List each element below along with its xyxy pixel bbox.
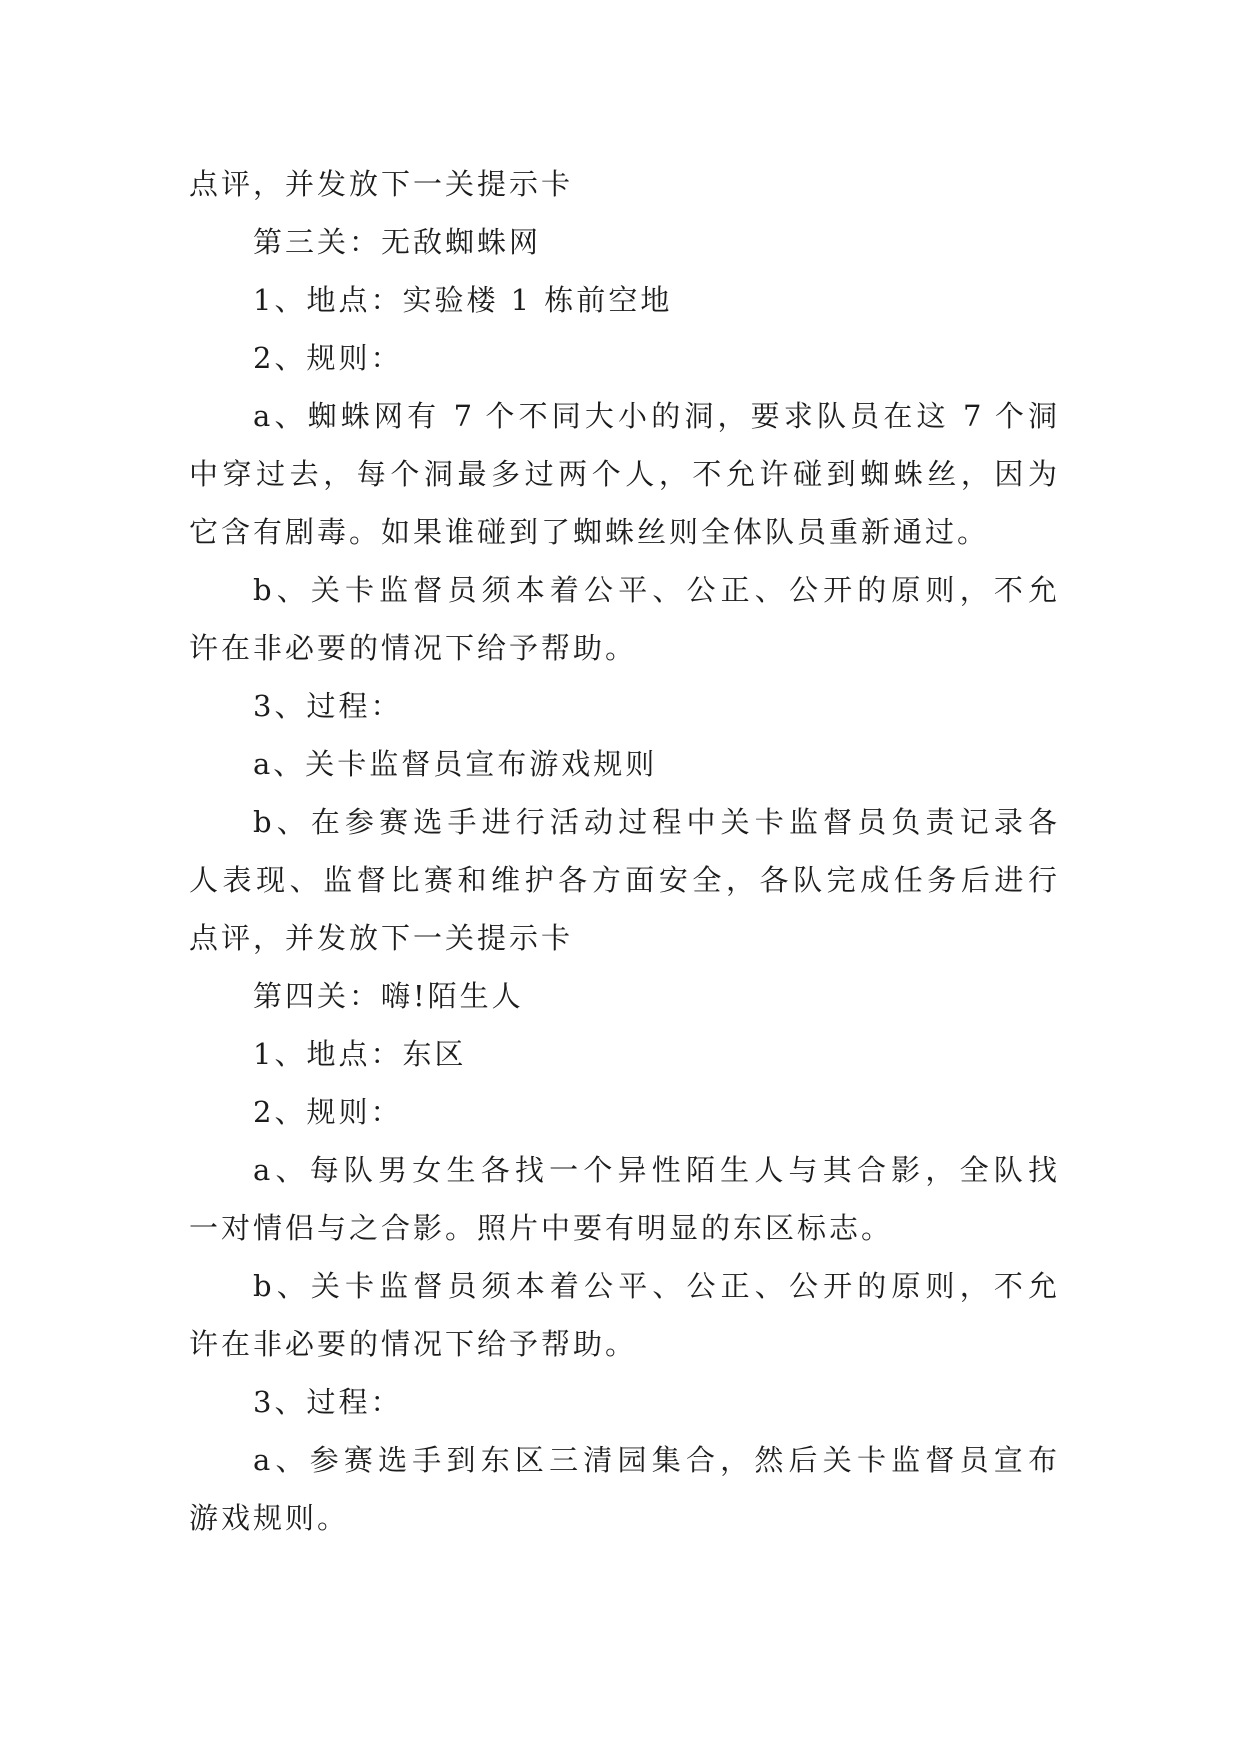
paragraph-line: 2、规则：: [253, 1095, 403, 1129]
paragraph-line: 点评，并发放下一关提示卡: [189, 921, 574, 955]
paragraph-line: 一对情侣与之合影。照片中要有明显的东区标志。: [189, 1211, 894, 1245]
paragraph-line: a、关卡监督员宣布游戏规则: [253, 747, 658, 781]
paragraph-line: 3、过程：: [253, 689, 403, 723]
paragraph-line: 1、地点：东区: [253, 1037, 467, 1071]
paragraph-line: 1、地点：实验楼 1 栋前空地: [253, 283, 673, 317]
paragraph-line: 3、过程：: [253, 1385, 403, 1419]
paragraph-line: 游戏规则。: [189, 1501, 350, 1535]
paragraph-line: 许在非必要的情况下给予帮助。: [189, 1327, 638, 1361]
section-heading: 第三关：无敌蜘蛛网: [253, 225, 542, 259]
paragraph-line: a、参赛选手到东区三清园集合，然后关卡监督员宣布: [253, 1443, 1057, 1477]
paragraph-line: a、蜘蛛网有 7 个不同大小的洞，要求队员在这 7 个洞: [253, 399, 1057, 433]
paragraph-line: 中穿过去，每个洞最多过两个人，不允许碰到蜘蛛丝，因为: [189, 457, 1057, 491]
paragraph-line: 2、规则：: [253, 341, 403, 375]
paragraph-line: 许在非必要的情况下给予帮助。: [189, 631, 638, 665]
paragraph-line: 人表现、监督比赛和维护各方面安全，各队完成任务后进行: [189, 863, 1057, 897]
paragraph-line: 点评，并发放下一关提示卡: [189, 167, 574, 201]
section-heading: 第四关：嗨!陌生人: [253, 979, 524, 1013]
paragraph-line: 它含有剧毒。如果谁碰到了蜘蛛丝则全体队员重新通过。: [189, 515, 990, 549]
document-body: [189, 155, 1057, 1547]
paragraph-line: b、关卡监督员须本着公平、公正、公开的原则，不允: [253, 573, 1057, 607]
paragraph-line: b、在参赛选手进行活动过程中关卡监督员负责记录各: [253, 805, 1057, 839]
paragraph-line: b、关卡监督员须本着公平、公正、公开的原则，不允: [253, 1269, 1057, 1303]
paragraph-line: a、每队男女生各找一个异性陌生人与其合影，全队找: [253, 1153, 1057, 1187]
